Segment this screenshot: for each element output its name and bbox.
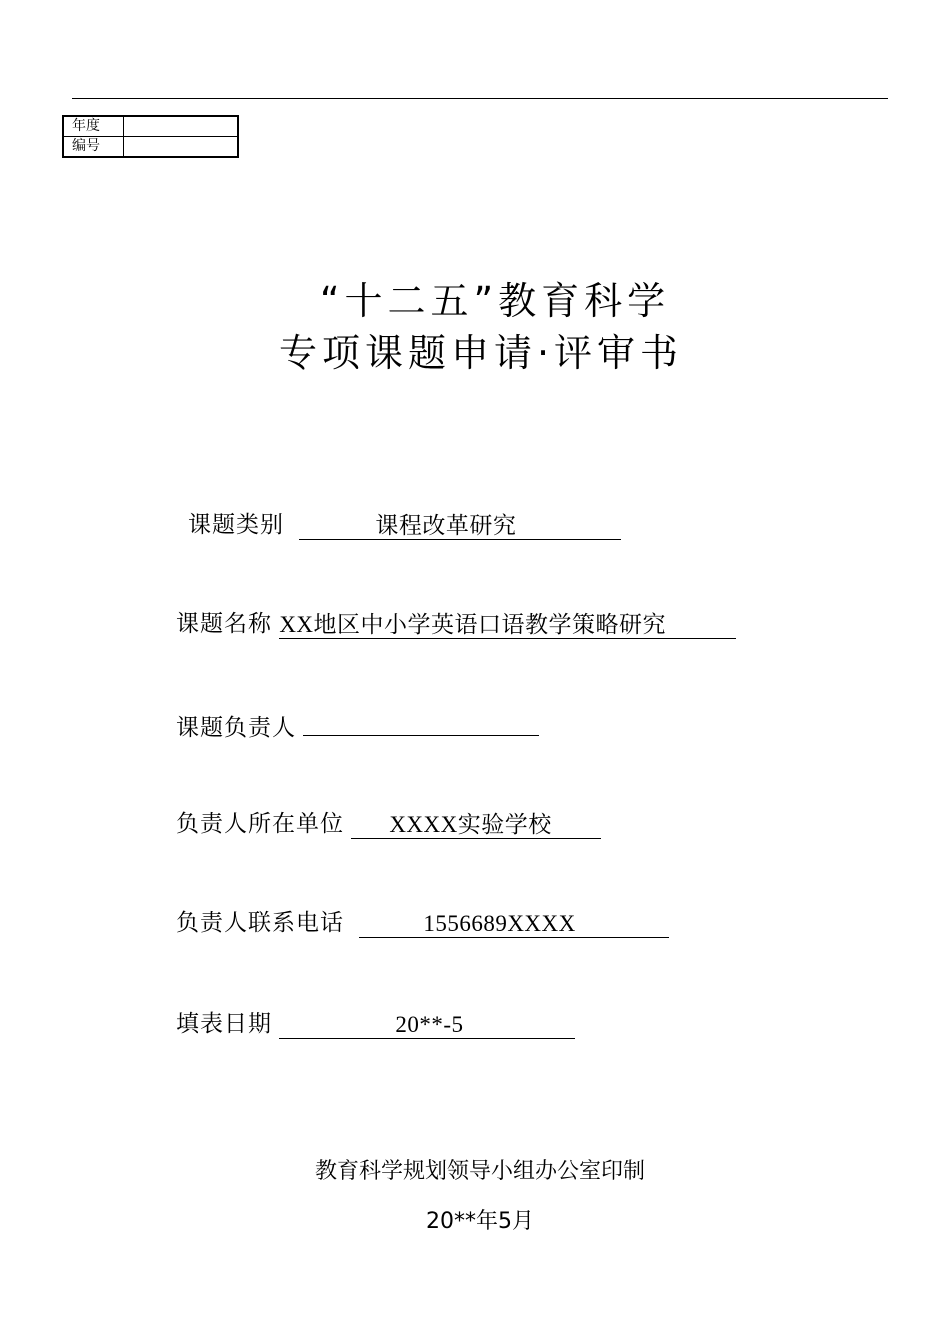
header-rule — [72, 98, 888, 99]
field-phone — [176, 908, 669, 938]
field-date — [176, 1009, 575, 1039]
field-name-value: XX地区中小学英语口语教学策略研究 — [279, 612, 736, 639]
field-name — [176, 609, 736, 639]
issuer-line: 教育科学规划领导小组办公室印制 — [314, 1159, 645, 1184]
year-value — [124, 116, 239, 137]
field-category-label: 课题类别 — [188, 512, 284, 538]
field-name-label: 课题名称 — [176, 611, 272, 637]
year-row — [63, 116, 238, 137]
field-category-value: 课程改革研究 — [299, 513, 621, 540]
issue-date: 20**年5月 — [426, 1209, 534, 1234]
field-unit-value: XXXX实验学校 — [351, 812, 601, 839]
document-title-line2: 专项课题申请·评审书 — [278, 331, 684, 375]
year-label: 年度 — [63, 116, 124, 137]
field-category — [188, 510, 621, 540]
field-phone-value: 1556689XXXX — [359, 911, 669, 938]
field-leader-value — [303, 710, 539, 736]
field-date-value: 20**-5 — [279, 1012, 575, 1039]
field-phone-label: 负责人联系电话 — [176, 910, 344, 936]
year-number-table — [62, 115, 239, 158]
number-label: 编号 — [63, 137, 124, 158]
field-leader-label: 课题负责人 — [176, 715, 296, 741]
field-unit — [176, 809, 601, 839]
number-value — [124, 137, 239, 158]
number-row — [63, 137, 238, 158]
field-leader — [176, 709, 539, 743]
document-title-line1: “十二五”教育科学 — [319, 279, 671, 323]
field-unit-label: 负责人所在单位 — [176, 811, 344, 837]
field-date-label: 填表日期 — [176, 1011, 272, 1037]
